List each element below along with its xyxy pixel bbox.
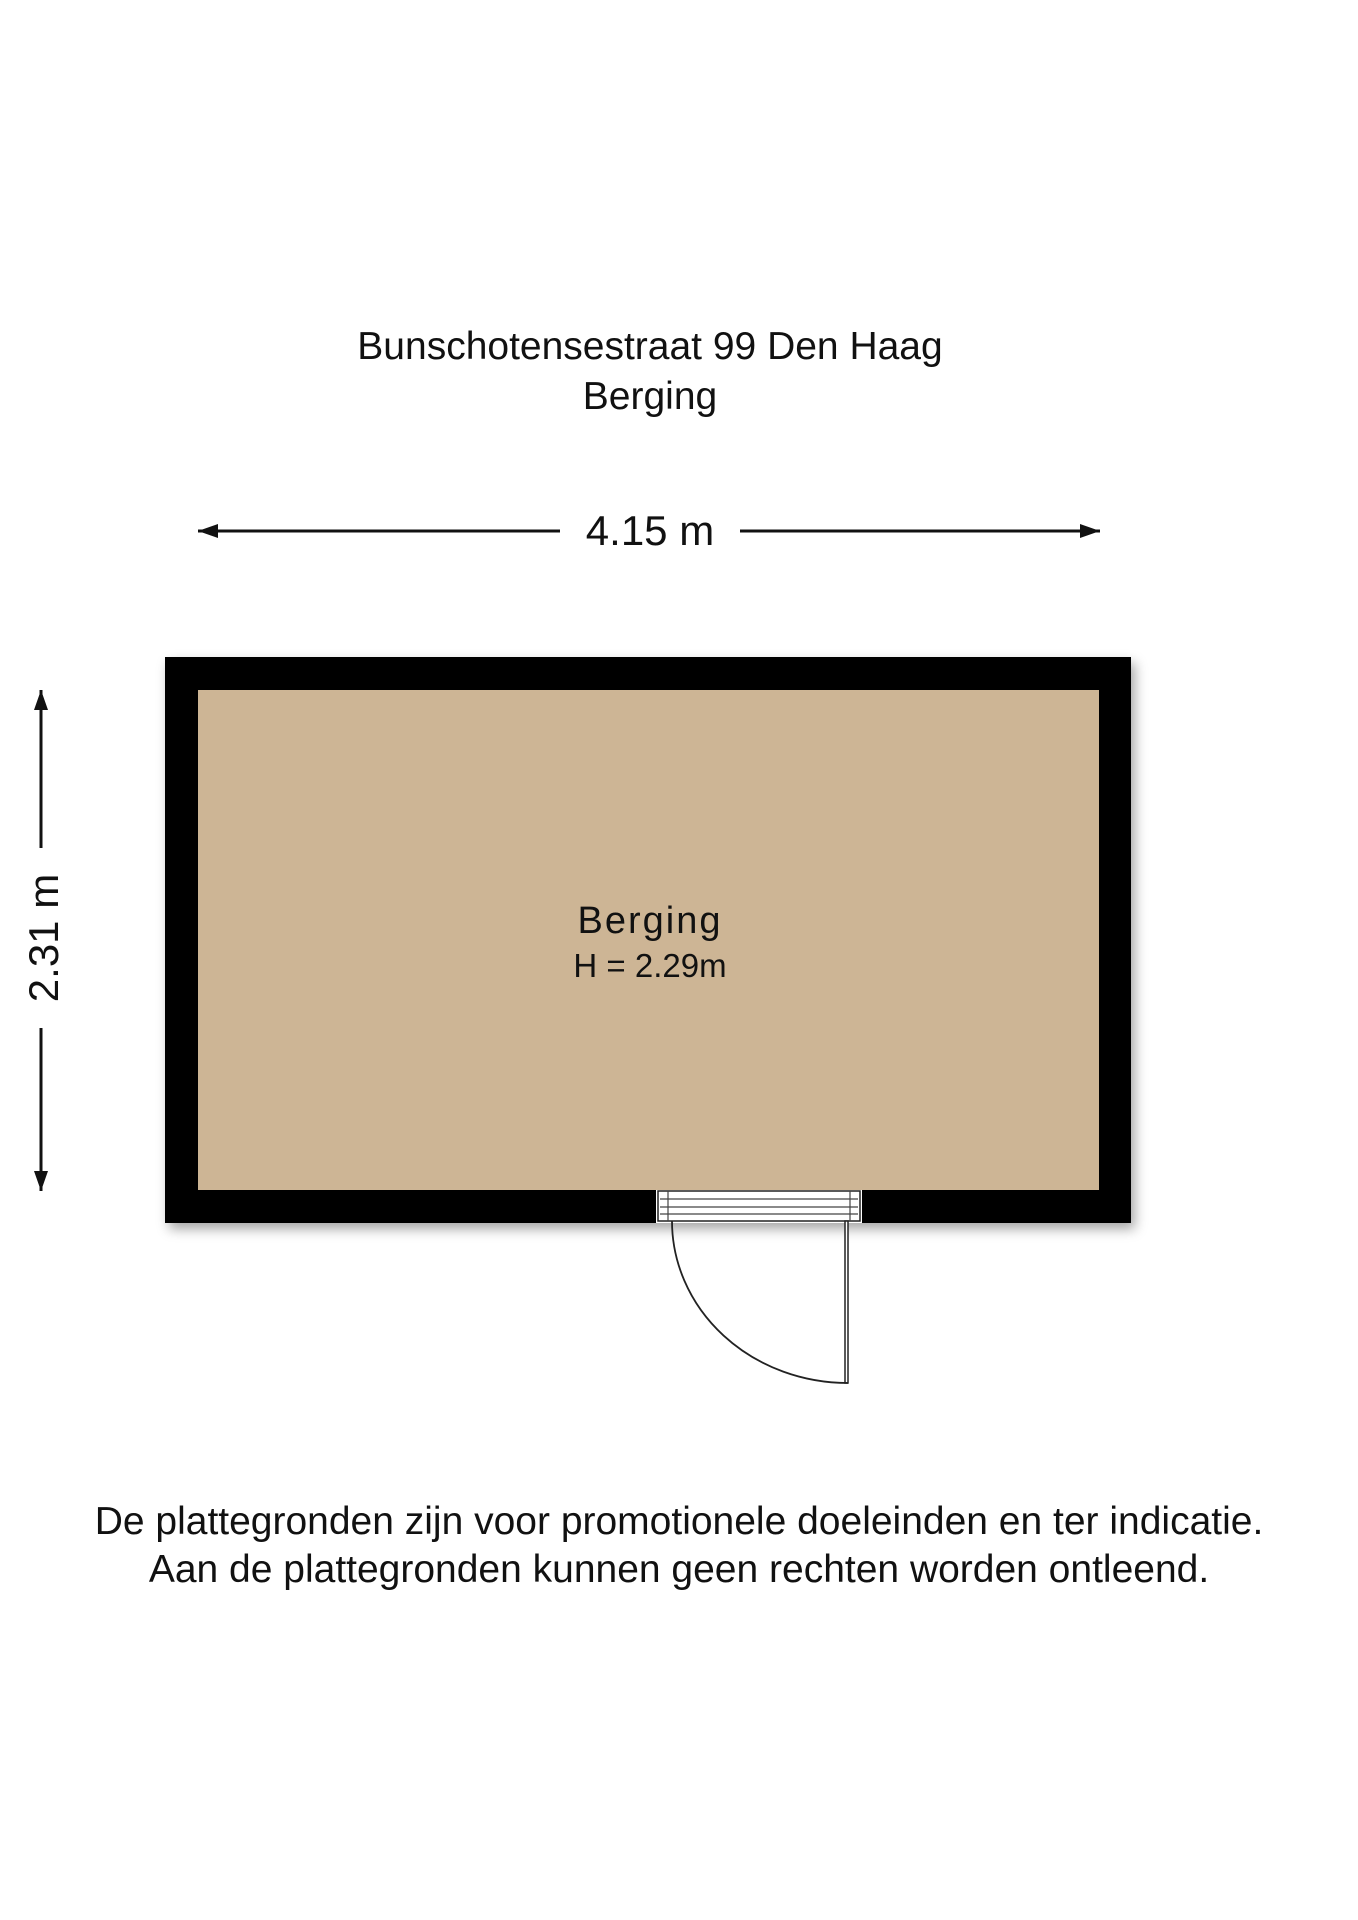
disclaimer-line-2: Aan de plattegronden kunnen geen rechten worden ontleend.	[148, 1548, 1210, 1591]
room-name: Berging	[577, 900, 723, 942]
disclaimer	[0, 1498, 1358, 1594]
depth-dimension-label: 2.31 m	[18, 848, 70, 1028]
address-title: Bunschotensestraat 99 Den Haag	[357, 325, 943, 368]
width-dimension-label: 4.15 m	[560, 505, 740, 557]
door-leaf	[845, 1221, 848, 1383]
disclaimer-line-1: De plattegronden zijn voor promotionele doeleinden en ter indicatie.	[94, 1500, 1264, 1543]
plan-title	[0, 322, 1300, 422]
door-swing-arc	[672, 1221, 848, 1383]
floor-subtitle: Berging	[582, 375, 718, 418]
room-label	[500, 898, 800, 988]
door-frame	[658, 1191, 860, 1221]
door	[656, 1190, 862, 1383]
room-height: H = 2.29m	[573, 947, 727, 984]
